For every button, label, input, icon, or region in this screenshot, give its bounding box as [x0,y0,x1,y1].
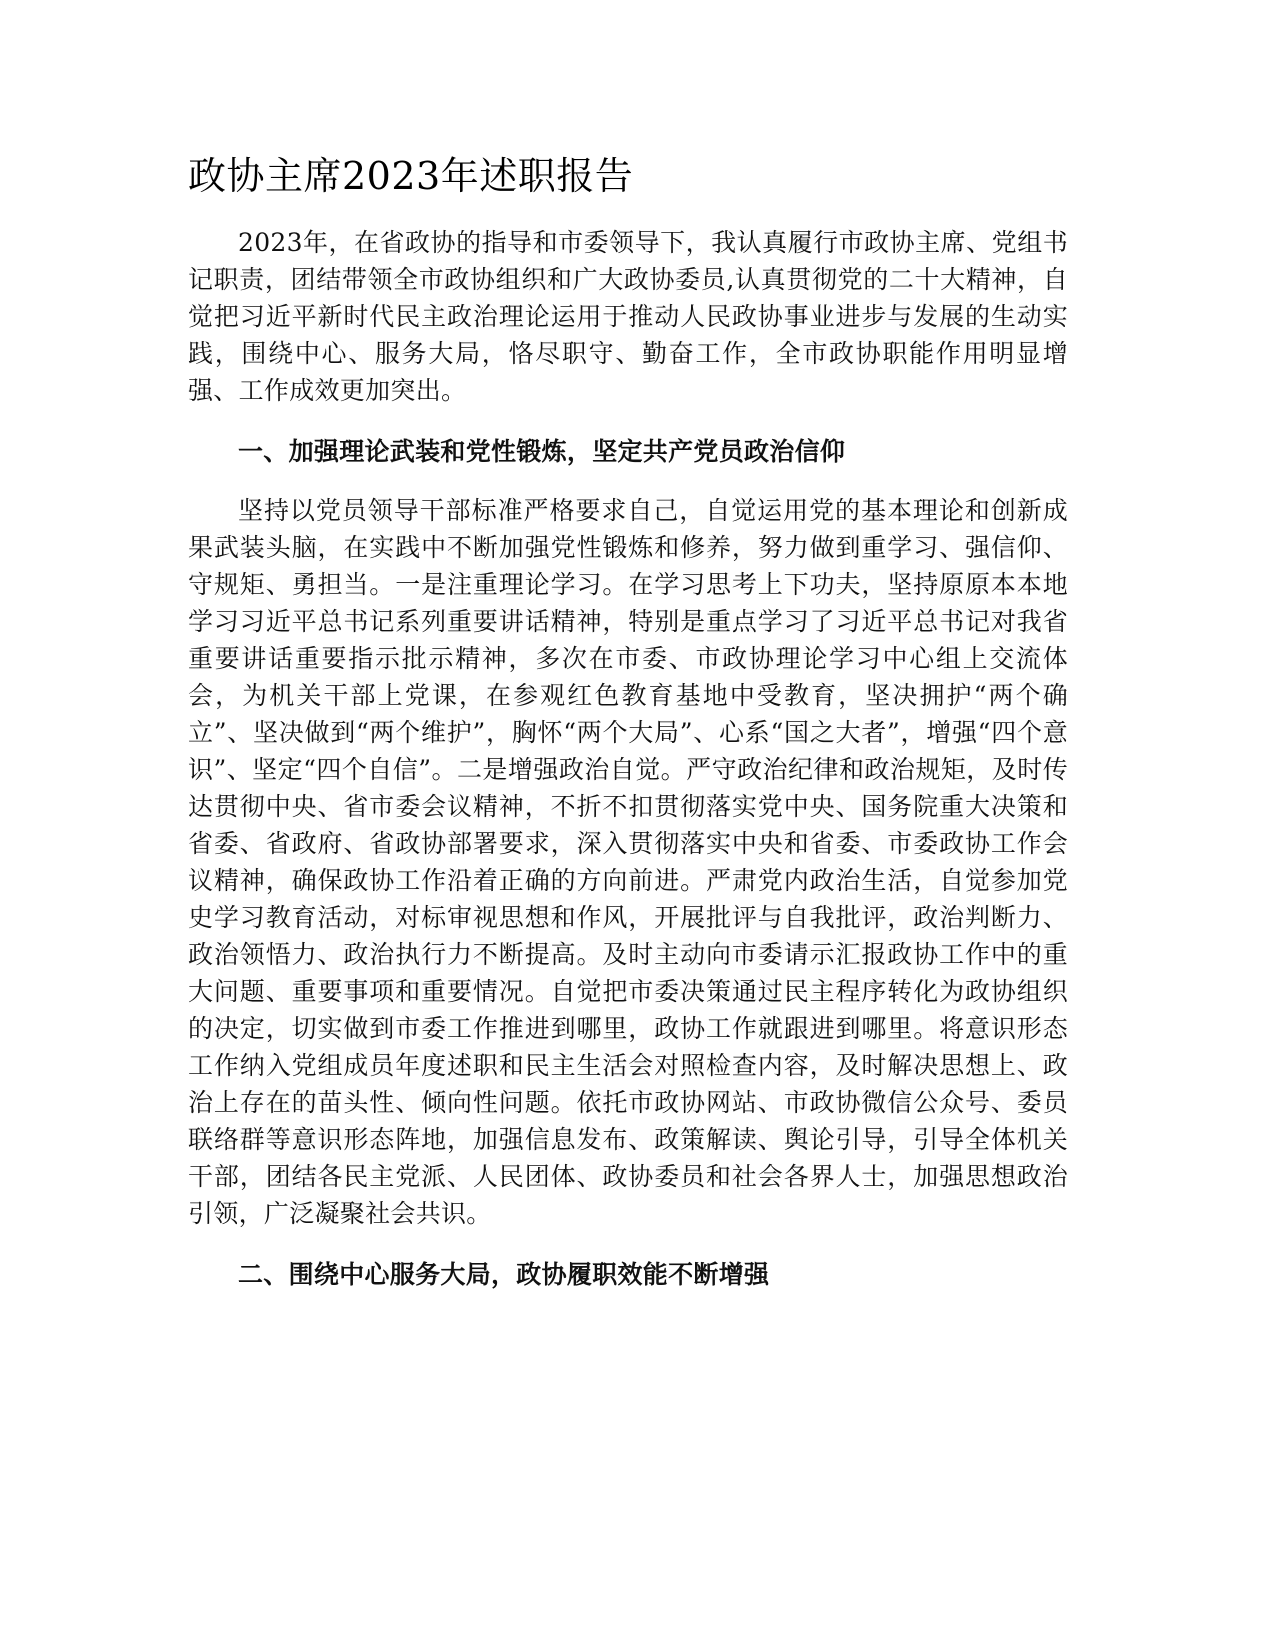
section-1-paragraph: 坚持以党员领导干部标准严格要求自己，自觉运用党的基本理论和创新成果武装头脑，在实践中不断加强党性锻炼和修养，努力做到重学习、强信仰、守规矩、勇担当。一是注重理论学习。在学习思考上下功夫，坚持原原本本地学习习近平总书记系列重要讲话精神，特别是重点学习了习近平总书记对我省重要讲话重要指示批示精神，多次在市委、市政协理论学习中心组上交流体会，为机关干部上党课，在参观红色教育基地中受教育，坚决拥护“两个确立”、坚决做到“两个维护”，胸怀“两个大局”、心系“国之大者”，增强“四个意识”、坚定“四个自信”。二是增强政治自觉。严守政治纪律和政治规矩，及时传达贯彻中央、省市委会议精神，不折不扣贯彻落实党中央、国务院重大决策和省委、省政府、省政协部署要求，深入贯彻落实中央和省委、市委政协工作会议精神，确保政协工作沿着正确的方向前进。严肃党内政治生活，自觉参加党史学习教育活动，对标审视思想和作风，开展批评与自我批评，政治判断力、政治领悟力、政治执行力不断提高。及时主动向市委请示汇报政协工作中的重大问题、重要事项和重要情况。自觉把市委决策通过民主程序转化为政协组织的决定，切实做到市委工作推进到哪里，政协工作就跟进到哪里。将意识形态工作纳入党组成员年度述职和民主生活会对照检查内容，及时解决思想上、政治上存在的苗头性、倾向性问题。依托市政协网站、市政协微信公众号、委员联络群等意识形态阵地，加强信息发布、政策解读、舆论引导，引导全体机关干部，团结各民主党派、人民团体、政协委员和社会各界人士，加强思想政治引领，广泛凝聚社会共识。 [188,496,1068,1228]
intro-paragraph: 2023年，在省政协的指导和市委领导下，我认真履行市政协主席、党组书记职责，团结带领全市政协组织和广大政协委员,认真贯彻党的二十大精神，自觉把习近平新时代民主政治理论运用于推动人民政协事业进步与发展的生动实践，围绕中心、服务大局，恪尽职守、勤奋工作，全市政协职能作用明显增强、工作成效更加突出。 [188,228,1068,405]
section-2-heading: 二、围绕中心服务大局，政协履职效能不断增强 [238,1260,770,1289]
section-1-heading: 一、加强理论武装和党性锻炼，坚定共产党员政治信仰 [238,437,846,466]
document-content [188,150,1068,1315]
document-title: 政协主席2023年述职报告 [188,154,634,198]
